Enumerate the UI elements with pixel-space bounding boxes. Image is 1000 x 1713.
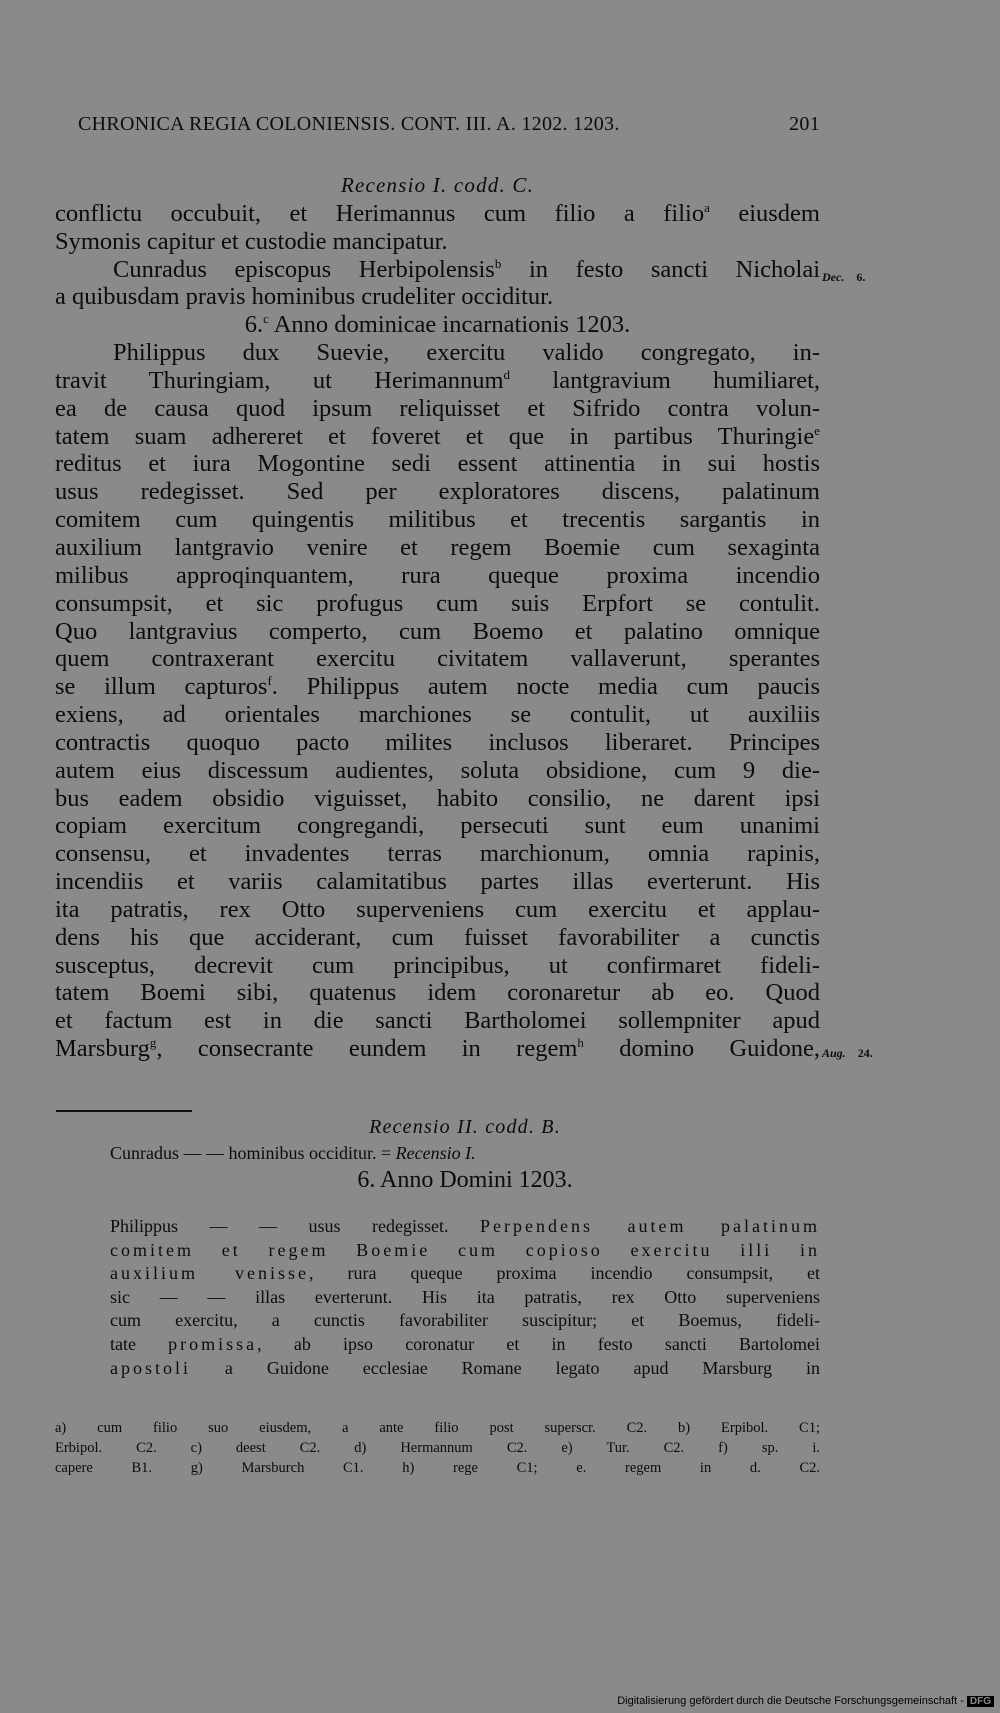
text-line: auxilium venisse, rura queque proxima incendio consumpsit, et [110,1263,820,1284]
text-line: milibus approqinquantem, rura queque proxima incendio [55,561,820,589]
text-line: a quibusdam pravis hominibus crudeliter occiditur. [55,283,554,311]
text-line: bus eadem obsidio viguisset, habito consilio, ne darent ipsi [55,784,820,812]
text-line: et factum est in die sancti Bartholomei sollempniter apud [55,1007,820,1035]
recensio-2-text [110,1215,820,1380]
year-heading: 6.$^c$ Anno dominicae incarnationis 1203. [244,311,631,339]
text-line: reditus et iura Mogontine sedi essent attinentia in sui hostis [55,450,820,478]
text-line: conflictu occubuit, et Herimannus cum filio a filio$^a$ eiusdem [55,199,820,227]
footnote-line: capere B1. g) Marsburch C1. h) rege C1; e. regem in d. C2. [55,1460,820,1476]
footnote-marker: c [263,311,269,327]
footnote-marker: d [503,366,511,382]
footnote-marker: e [814,422,820,438]
page-number: 201 [789,113,820,135]
text-line: contractis quoquo pacto milites inclusos liberaret. Principes [55,728,820,756]
year-heading-2: 6. Anno Domini 1203. [357,1167,573,1193]
text-line: susceptus, decrevit cum principibus, ut confirmaret fideli- [55,951,820,979]
footnote-line: Erbipol. C2. c) deest C2. d) Hermannum C2. e) Tur. C2. f) sp. i. [55,1440,820,1456]
text-line: Symonis capitur et custodie mancipatur. [55,227,448,255]
text-line: sic — — illas everterunt. His ita patratis, rex Otto superveniens [110,1286,820,1307]
margin-date-dec: Dec. 6. [822,270,866,284]
text-line: Marsburg$^g$, consecrante eundem in regem$^h$ domino Guidone, [55,1035,820,1063]
text-line: travit Thuringiam, ut Herimannum$^d$ lantgravium humiliaret, [55,366,820,394]
text-line: Cunradus episcopus Herbipolensis$^b$ in festo sancti Nicholai [113,255,820,283]
dfg-logo: DFG [967,1696,994,1707]
text-line: ita patratis, rex Otto superveniens cum exercitu et applau- [55,895,820,923]
text-line: auxilium lantgravio venire et regem Boemie cum sexaginta [55,533,820,561]
text-line: comitem et regem Boemie cum copioso exercitu illi in [110,1239,820,1260]
margin-date-aug: Aug. 24. [822,1046,873,1060]
text-line: apostoli a Guidone ecclesiae Romane legato apud Marsburg in [110,1357,820,1378]
text-line: Philippus — — usus redegisset. Perpendens autem palatinum [110,1216,820,1236]
recensio-2-heading: Recensio II. codd. B. [369,1116,561,1138]
text-line: quem contraxerant exercitu civitatem vallaverunt, sperantes [55,645,820,673]
text-line: tatem suam adhereret et foveret et que in partibus Thuringie$^e$ [55,422,820,450]
text-line: consensu, et invadentes terras marchionum, omnia rapinis, [55,840,820,868]
footnotes [55,1418,820,1478]
running-title: CHRONICA REGIA COLONIENSIS. CONT. III. A. 1202. 1203. [78,113,620,135]
recensio-2-header [110,1112,820,1195]
footnote-line: a) cum filio suo eiusdem, a ante filio post superscr. C2. b) Erpibol. C1; [55,1420,820,1436]
text-line: tatem Boemi sibi, quatenus idem coronaretur ab eo. Quod [55,979,820,1007]
text-line: consumpsit, et sic profugus cum suis Erpfort se contulit. [55,589,820,617]
text-line: usus redegisset. Sed per exploratores discens, palatinum [55,478,820,506]
footnote-marker: g [149,1035,157,1051]
text-line: ea de causa quod ipsum reliquisset et Sifrido contra volun- [55,394,820,422]
text-line: copiam exercitum congregandi, persecuti sunt eum unanimi [55,812,820,840]
text-line: cum exercitu, a cunctis favorabiliter suscipitur; et Boemus, fideli- [110,1310,820,1331]
text-line: exiens, ad orientales marchiones se contulit, ut auxiliis [55,701,820,729]
cross-reference: Cunradus — — hominibus occiditur. = Recensio I. [110,1143,476,1163]
digitization-credit: Digitalisierung gefördert durch die Deutsche Forschungsgemeinschaft - DFG [617,1695,994,1707]
footnote-marker: f [267,673,272,689]
text-line: comitem cum quingentis militibus et trecentis sargantis in [55,506,820,534]
running-header [78,113,820,141]
footnote-marker: b [494,255,502,271]
text-line: autem eius discessum audientes, soluta obsidione, cum 9 die- [55,756,820,784]
text-line: incendiis et variis calamitatibus partes illas everterunt. His [55,868,820,896]
footnote-marker: a [704,199,710,215]
text-line: Quo lantgravius comperto, cum Boemo et palatino omnique [55,617,820,645]
text-line: dens his que acciderant, cum fuisset favorabiliter a cunctis [55,923,820,951]
footnote-marker: h [577,1035,584,1051]
text-line: Philippus dux Suevie, exercitu valido congregato, in- [113,339,820,367]
text-line: tate promissa, ab ipso coronatur et in festo sancti Bartolomei [110,1333,820,1354]
recensio-1-heading: Recensio I. codd. C. [340,173,535,197]
text-line: se illum capturos$^f$. Philippus autem nocte media cum paucis [55,673,820,701]
recensio-1-text [55,172,820,1063]
